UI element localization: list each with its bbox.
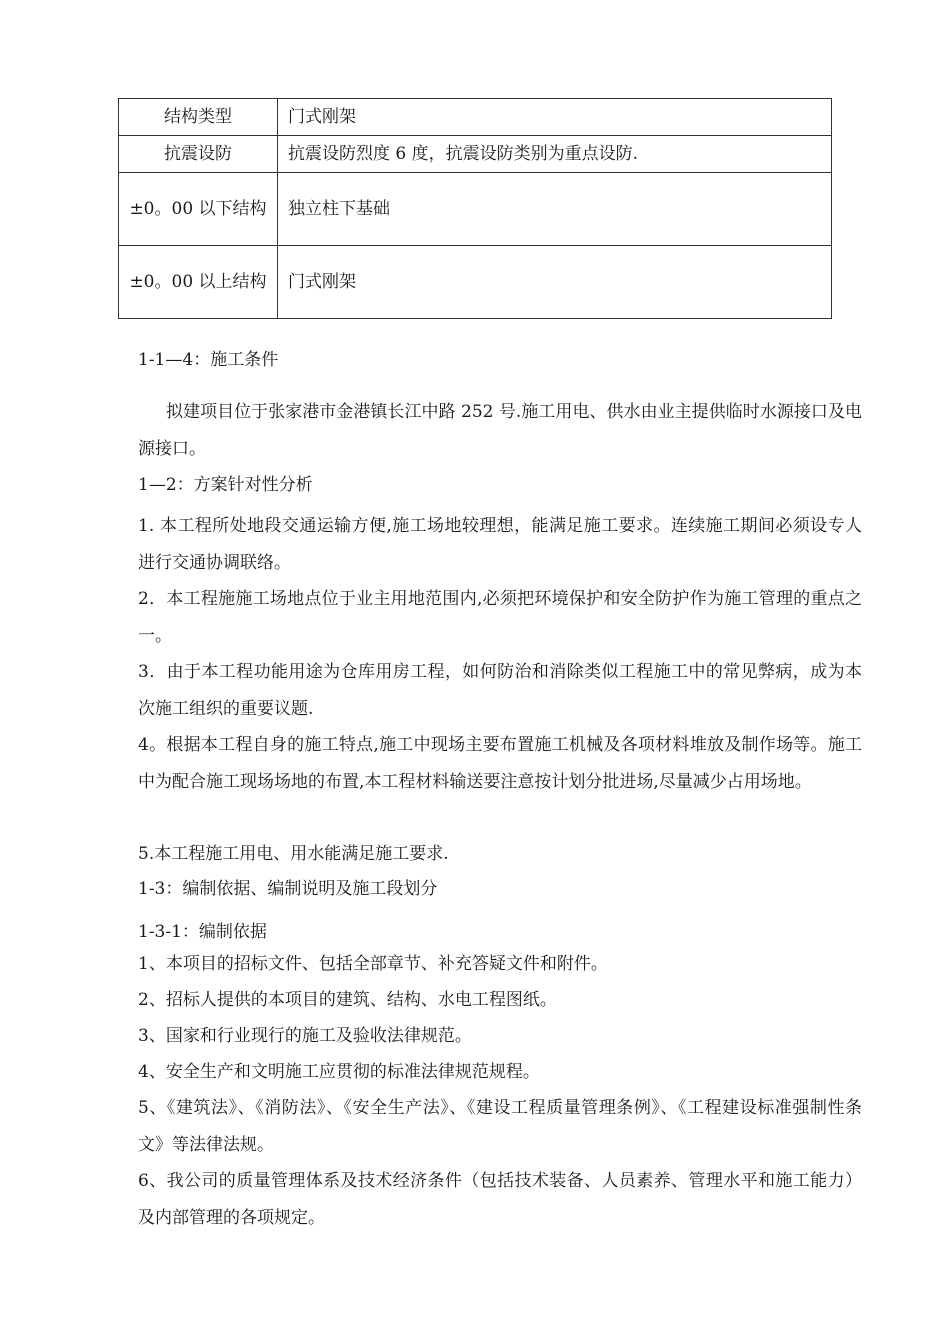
- structure-spec-table: [118, 98, 832, 319]
- section-heading-1-3: 1-3：编制依据、编制说明及施工段划分: [138, 879, 438, 899]
- analysis-item-4: 4。根据本工程自身的施工特点,施工中现场主要布置施工机械及各项材料堆放及制作场等。施工中为配合施工现场场地的布置,本工程材料输送要注意按计划分批进场,尽量减少占用场地。: [138, 735, 862, 792]
- row-value: 门式刚架: [278, 99, 832, 136]
- analysis-item-2: 2．本工程施施工场地点位于业主用地范围内,必须把环境保护和安全防护作为施工管理的重点之一。: [138, 589, 862, 646]
- section-heading-1-2: 1—2：方案针对性分析: [138, 475, 313, 495]
- table-row: [119, 246, 832, 319]
- row-value: 独立柱下基础: [278, 173, 832, 246]
- section-heading-1-3-1: 1-3-1：编制依据: [138, 922, 267, 942]
- row-label: ±0。00 以下结构: [119, 173, 278, 246]
- basis-item-2: 2、招标人提供的本项目的建筑、结构、水电工程图纸。: [138, 990, 557, 1010]
- analysis-item-3: 3．由于本工程功能用途为仓库用房工程，如何防治和消除类似工程施工中的常见弊病，成为本次施工组织的重要议题.: [138, 662, 862, 719]
- section-body-1-1-4: 拟建项目位于张家港市金港镇长江中路 252 号.施工用电、供水由业主提供临时水源接口及电源接口。: [138, 402, 862, 459]
- basis-item-6: 6、我公司的质量管理体系及技术经济条件（包括技术装备、人员素养、管理水平和施工能力）及内部管理的各项规定。: [138, 1171, 862, 1228]
- row-label: ±0。00 以上结构: [119, 246, 278, 319]
- section-heading-1-1-4: 1-1—4：施工条件: [138, 350, 279, 370]
- table-row: [119, 173, 832, 246]
- basis-item-1: 1、本项目的招标文件、包括全部章节、补充答疑文件和附件。: [138, 954, 608, 974]
- basis-item-4: 4、安全生产和文明施工应贯彻的标准法律规范规程。: [138, 1062, 540, 1082]
- table-row: [119, 136, 832, 173]
- table-row: [119, 99, 832, 136]
- row-label: 结构类型: [119, 99, 278, 136]
- basis-item-5: 5、《建筑法》、《消防法》、《安全生产法》、《建设工程质量管理条例》、《工程建设标准强制性条文》等法律法规。: [138, 1098, 862, 1155]
- row-value: 门式刚架: [278, 246, 832, 319]
- analysis-item-1: 1. 本工程所处地段交通运输方便,施工场地较理想，能满足施工要求。连续施工期间必须设专人进行交通协调联络。: [138, 516, 862, 573]
- row-label: 抗震设防: [119, 136, 278, 173]
- analysis-item-5: 5.本工程施工用电、用水能满足施工要求.: [138, 844, 449, 864]
- row-value: 抗震设防烈度 6 度，抗震设防类别为重点设防.: [278, 136, 832, 173]
- basis-item-3: 3、国家和行业现行的施工及验收法律规范。: [138, 1026, 472, 1046]
